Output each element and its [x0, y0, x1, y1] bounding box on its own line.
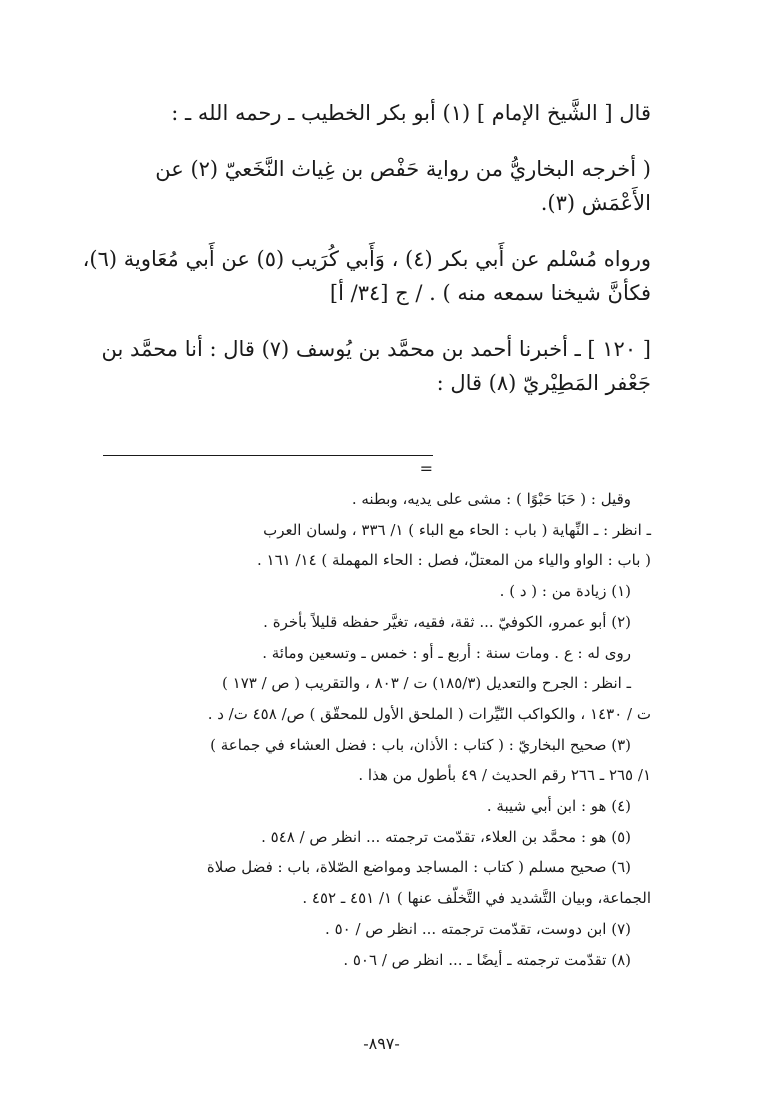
main-line: فكأنَّ شيخنا سمعه منه ) . / ج [٣٤/ أ]: [329, 281, 651, 305]
footnote-line: الجماعة، وبيان التَّشديد في التَّخلّف عنها ) ١/ ٤٥١ ـ ٤٥٢ .: [302, 889, 651, 908]
footnote-2: (٢) أبو عمرو، الكوفيّ ... ثقة، فقيه، تغيَّر حفظه قليلاً بأخرة .: [263, 612, 631, 631]
footnote-line: ـ انظر : الجرح والتعديل (١٨٥/٣) ت / ٨٠٣ ، والتقريب ( ص / ١٧٣ ): [222, 674, 631, 693]
hadith-120-line: [ ١٢٠ ] ـ أخبرنا أحمد بن محمَّد بن يُوسف (٧) قال : أنا محمَّد بن: [101, 337, 651, 361]
footnote-line: ت / ١٤٣٠ ، والكواكب النّيِّرات ( الملحق الأول للمحقّق ) ص/ ٤٥٨ ت/ د .: [207, 704, 651, 723]
main-line: ورواه مُسْلم عن أَبي بكر (٤) ، وَأَبي كُرَيب (٥) عن أَبي مُعَاوية (٦)،: [82, 247, 651, 271]
footnote-6: (٦) صحيح مسلم ( كتاب : المساجد ومواضع الصّلاة، باب : فضل صلاة: [206, 858, 631, 877]
footnote-line: ١/ ٢٦٥ ـ ٢٦٦ رقم الحديث / ٤٩ بأطول من هذا .: [358, 766, 651, 785]
footnote-3: (٣) صحيح البخاريّ : ( كتاب : الأذان، باب : فضل العشاء في جماعة ): [210, 735, 631, 754]
main-line: قال [ الشَّيخ الإمام ] (١) أبو بكر الخطيب ـ رحمه الله ـ :: [171, 101, 651, 125]
main-text: [82, 96, 651, 400]
footnotes: [100, 484, 651, 975]
footnote-line: روى له : ع . ومات سنة : أربع ـ أو : خمس ـ وتسعين ومائة .: [262, 643, 631, 662]
main-line: الأَعْمَش (٣).: [540, 191, 651, 215]
page-number: -٨٩٧-: [363, 1034, 400, 1053]
footnote-1: (١) زيادة من : ( د ) .: [499, 582, 631, 601]
continuation-mark: =: [419, 459, 433, 478]
footnote-line: وقيل : ( حَبَا حَبْوًا ) : مشى على يديه، وبطنه .: [351, 490, 631, 508]
footnote-4: (٤) هو : ابن أبي شيبة .: [486, 797, 631, 816]
main-line: ( أخرجه البخاريُّ من رواية حَفْص بن غِياث النَّخَعيّ (٢) عن: [155, 157, 651, 181]
main-line: جَعْفر المَطِيْريّ (٨) قال :: [436, 371, 651, 395]
footnote-line: ( باب : الواو والياء من المعتلّ، فصل : الحاء المهملة ) ١٤/ ١٦١ .: [256, 551, 651, 570]
footnote-divider: [103, 451, 433, 483]
footnote-line: ـ انظر : ـ النِّهاية ( باب : الحاء مع الباء ) ١/ ٣٣٦ ، ولسان العرب: [263, 520, 651, 539]
footnote-rule: [103, 455, 433, 456]
footnote-8: (٨) تقدّمت ترجمته ـ أيضًا ـ ... انظر ص / ٥٠٦ .: [343, 950, 631, 969]
footnote-7: (٧) ابن دوست، تقدّمت ترجمته ... انظر ص / ٥٠ .: [325, 919, 631, 938]
footnote-5: (٥) هو : محمَّد بن العلاء، تقدّمت ترجمته ... انظر ص / ٥٤٨ .: [261, 827, 631, 846]
